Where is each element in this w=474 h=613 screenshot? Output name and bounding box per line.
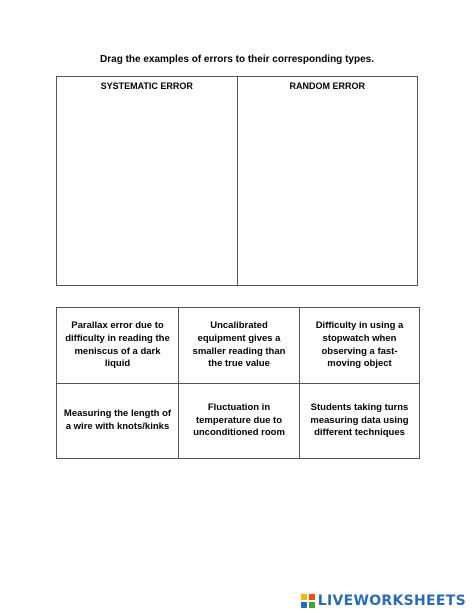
systematic-error-column — [57, 77, 237, 285]
random-error-column — [237, 77, 418, 285]
systematic-error-header: SYSTEMATIC ERROR — [100, 81, 193, 91]
random-error-header: RANDOM ERROR — [289, 81, 365, 91]
draggable-card-uncalibrated-equipment[interactable]: Uncalibrated equipment gives a smaller reading than the true value — [178, 308, 299, 383]
liveworksheets-brand-text: LIVEWORKSHEETS — [317, 593, 466, 609]
random-error-drop-zone[interactable] — [238, 95, 418, 285]
draggable-card-stopwatch-difficulty[interactable]: Difficulty in using a stopwatch when observing a fast-moving object — [299, 308, 419, 383]
example-cards-grid — [56, 307, 420, 459]
draggable-card-different-techniques[interactable]: Students taking turns measuring data using different techniques — [299, 383, 419, 458]
draggable-card-wire-length[interactable]: Measuring the length of a wire with knots/kinks — [57, 383, 178, 458]
sorting-table — [56, 76, 418, 286]
draggable-card-parallax-error[interactable]: Parallax error due to difficulty in reading the meniscus of a dark liquid — [65, 319, 170, 370]
instructions-text: Drag the examples of errors to their corresponding types. — [100, 54, 374, 65]
liveworksheets-logo-icon — [301, 594, 315, 608]
systematic-error-drop-zone[interactable] — [57, 95, 237, 285]
liveworksheets-logo — [301, 593, 466, 609]
draggable-card-temperature-fluctuation[interactable]: Fluctuation in temperature due to unconditioned room — [178, 383, 299, 458]
